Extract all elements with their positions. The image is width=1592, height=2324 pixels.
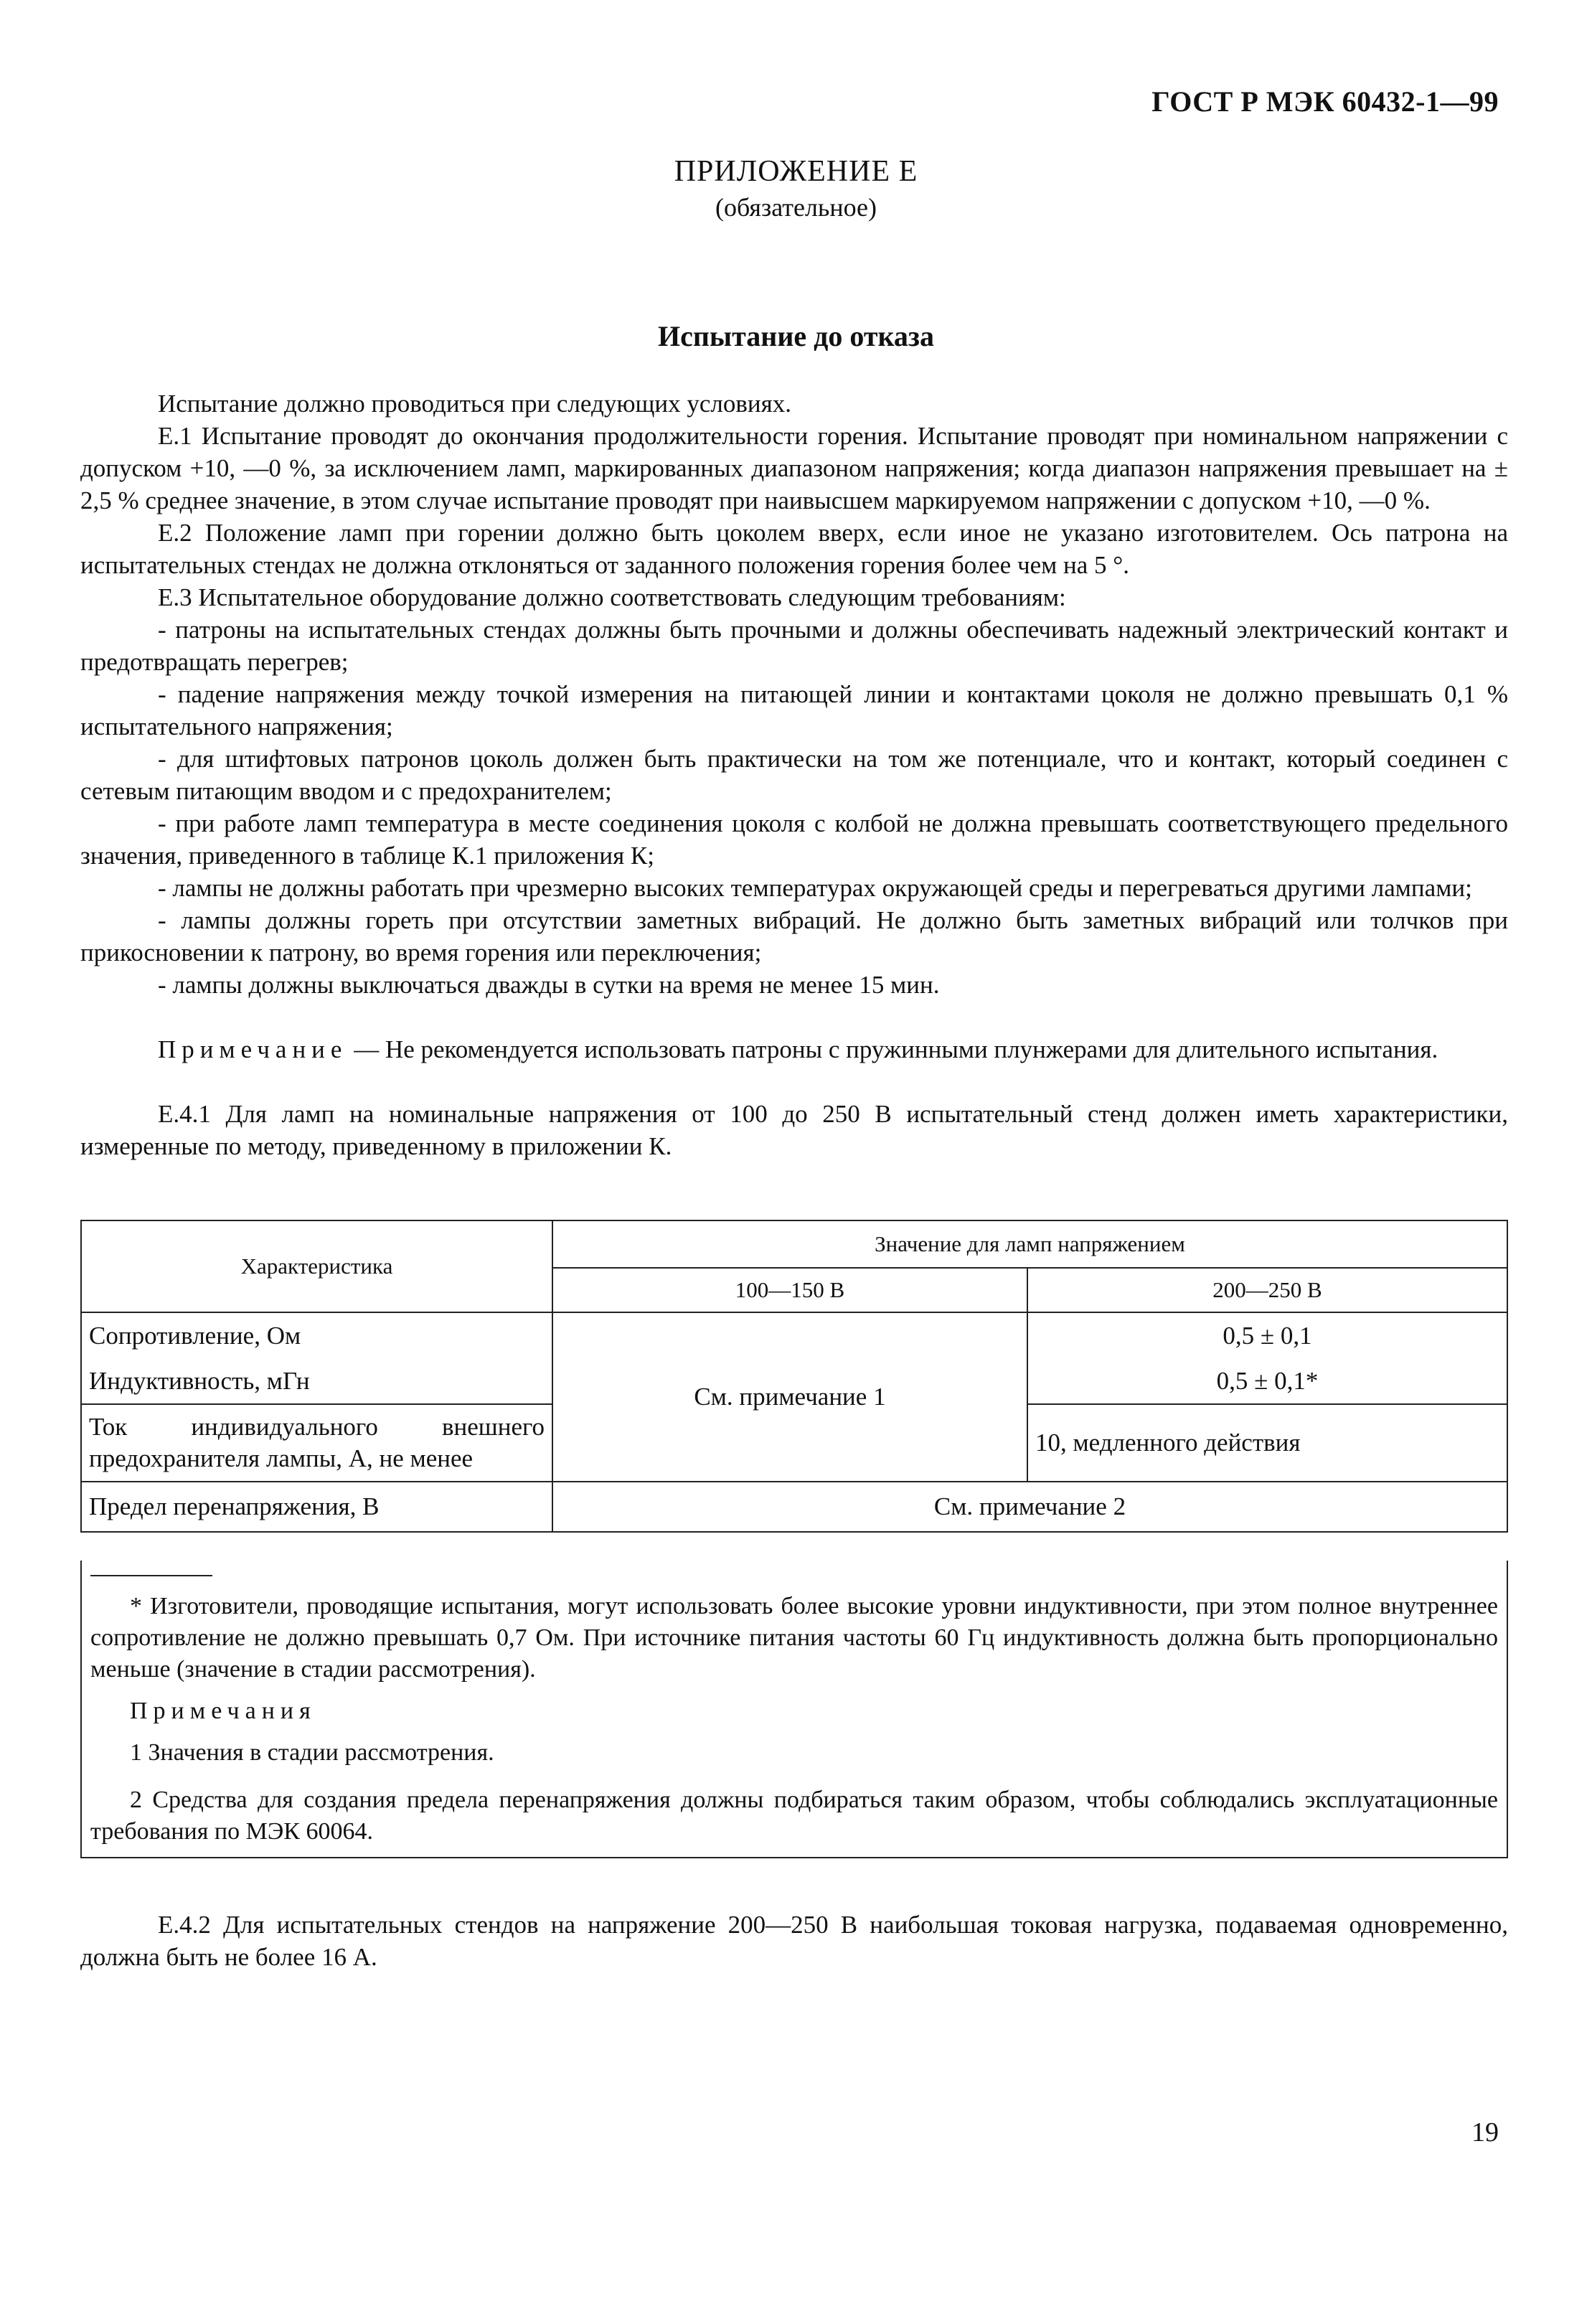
note-2: 2 Средства для создания предела перенапряжения должны подбираться таким образом, чтобы соблюдались эксплуатационные требования по МЭК 60064.	[90, 1787, 1498, 1845]
note-1: 1 Значения в стадии рассмотрения.	[130, 1739, 494, 1766]
note-text: — Не рекомендуется использовать патроны с пружинными плунжерами для длительного испытания.	[347, 1035, 1438, 1063]
header-range-100-150: 100—150 В	[552, 1268, 1027, 1312]
requirement-item: - лампы должны гореть при отсутствии заметных вибраций. Не должно быть заметных вибраций или толчков при прикосновении к патрону, во время горения или переключения;	[80, 906, 1508, 966]
footnote-divider	[90, 1575, 212, 1576]
main-text	[80, 387, 1508, 1162]
paragraph-e3: Е.3 Испытательное оборудование должно соответствовать следующим требованиям:	[158, 583, 1066, 611]
page-number: 19	[1471, 2117, 1499, 2147]
note-label: Примечание	[158, 1035, 348, 1063]
row-label-fuse: Ток индивидуального внешнего предохранителя лампы, А, не менее	[81, 1404, 552, 1482]
requirement-item: - при работе ламп температура в месте соединения цоколя с колбой не должна превышать соответствующего предельного значения, приведенного в таблице К.1 приложения К;	[80, 809, 1508, 870]
paragraph-e42: Е.4.2 Для испытательных стендов на напряжение 200—250 В наибольшая токовая нагрузка, подаваемая одновременно, должна быть не более 16 А.	[80, 1911, 1508, 1971]
table-notes	[80, 1561, 1508, 1858]
note-paragraph	[80, 1033, 1508, 1065]
cell-see-note-2: См. примечание 2	[552, 1482, 1507, 1532]
cell-see-note-1: См. примечание 1	[552, 1312, 1027, 1482]
cell-resistance-value: 0,5 ± 0,1	[1027, 1312, 1507, 1358]
row-label-resistance: Сопротивление, Ом	[81, 1312, 552, 1358]
header-characteristic: Характеристика	[81, 1220, 552, 1312]
paragraph-e1: Е.1 Испытание проводят до окончания продолжительности горения. Испытание проводят при номинальном напряжении с допуском +10, —0 %, за исключением ламп, маркированных диапазоном напряжения; когда диапазон напряжения превышает на ± 2,5 % среднее значение, в этом случае испытание проводят при наивысшем маркируемом напряжении с допуском +10, —0 %.	[80, 422, 1508, 514]
paragraph-intro: Испытание должно проводиться при следующих условиях.	[158, 390, 791, 418]
row-label-inductance: Индуктивность, мГн	[81, 1358, 552, 1404]
requirement-item: - патроны на испытательных стендах должны быть прочными и должны обеспечивать надежный электрический контакт и предотвращать перегрев;	[80, 616, 1508, 676]
requirement-item: - лампы должны выключаться дважды в сутки на время не менее 15 мин.	[158, 971, 940, 999]
row-label-overvoltage: Предел перенапряжения, В	[81, 1482, 552, 1532]
notes-label: Примечания	[130, 1698, 316, 1724]
header-range-200-250: 200—250 В	[1027, 1268, 1507, 1312]
cell-inductance-value: 0,5 ± 0,1*	[1027, 1358, 1507, 1404]
header-value-group: Значение для ламп напряжением	[552, 1220, 1507, 1268]
section-title: Испытание до отказа	[658, 320, 934, 352]
requirement-item: - для штифтовых патронов цоколь должен быть практически на том же потенциале, что и контакт, который соединен с сетевым питающим вводом и с предохранителем;	[80, 745, 1508, 805]
requirement-item: - падение напряжения между точкой измерения на питающей линии и контактами цоколя не должно превышать 0,1 % испытательного напряжения;	[80, 680, 1508, 740]
characteristics-table	[80, 1220, 1508, 1533]
footnote: * Изготовители, проводящие испытания, могут использовать более высокие уровни индуктивности, при этом полное внутреннее сопротивление не должно превышать 0,7 Ом. При источнике питания частоты 60 Гц индуктивность должна быть пропорционально меньше (значение в стадии рассмотрения).	[90, 1593, 1498, 1683]
requirement-item: - лампы не должны работать при чрезмерно высоких температурах окружающей среды и перегреваться другими лампами;	[158, 874, 1472, 902]
paragraph-e2: Е.2 Положение ламп при горении должно быть цоколем вверх, если иное не указано изготовителем. Ось патрона на испытательных стендах не должна отклоняться от заданного положения горения более чем на 5 °.	[80, 519, 1508, 579]
cell-fuse-value: 10, медленного действия	[1027, 1404, 1507, 1482]
standard-code: ГОСТ Р МЭК 60432-1—99	[1151, 85, 1499, 118]
appendix-subtitle: (обязательное)	[715, 193, 877, 222]
closing-text	[80, 1909, 1508, 1973]
paragraph-e41: Е.4.1 Для ламп на номинальные напряжения от 100 до 250 В испытательный стенд должен иметь характеристики, измеренные по методу, приведенному в приложении К.	[80, 1100, 1508, 1160]
appendix-title: ПРИЛОЖЕНИЕ Е	[674, 155, 918, 188]
